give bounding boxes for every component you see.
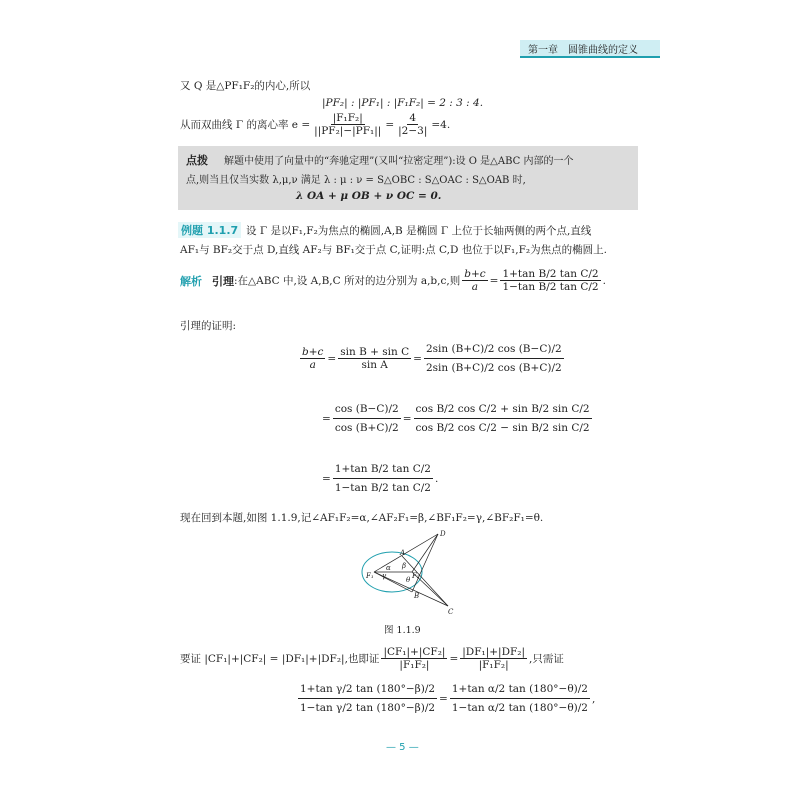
proof-intro: 引理的证明: — [180, 320, 237, 332]
need-frac-1 — [381, 646, 447, 671]
label-gamma: γ — [382, 572, 387, 580]
ecc-frac-1-num: |F₁F₂| — [332, 112, 363, 124]
example-line-1: 设 Γ 是以F₁,F₂为焦点的椭圆,A,B 是椭圆 Γ 上位于长轴两侧的两个点,直线 — [246, 225, 592, 237]
lemma-frac-2 — [500, 268, 600, 293]
lemma-frac-1 — [462, 268, 487, 293]
label-d: D — [440, 530, 446, 538]
label-f2: F₂ — [412, 572, 420, 580]
step1-lhs-den: a — [309, 359, 316, 371]
step4-den: cos B/2 cos C/2 − sin B/2 sin C/2 — [415, 422, 590, 434]
final-equation: $\frac{\text{1+tan γ/2 tan (180°−β)/2}}{\text{1−tan γ/2 tan (180°−β)/2}}$ = $\frac{\text{1+tan α/2 tan (180°−θ)/2}}{\text{1−tan α/2 tan (180°−θ)/2}}$ , — [296, 680, 595, 717]
tip-label: 点拨 — [186, 154, 208, 167]
ecc-frac-2 — [396, 112, 429, 137]
page-number: — 5 — — [386, 742, 419, 753]
figure-caption: 图 1.1.9 — [384, 625, 421, 636]
final-frac-r — [450, 680, 590, 717]
step2-den: 2sin (B+C)/2 cos (B+C)/2 — [425, 362, 562, 374]
step1-num: sin B + sin C — [340, 346, 410, 358]
eccentricity-line — [180, 112, 450, 137]
step3-den: cos (B+C)/2 — [334, 422, 399, 434]
need-frac-1-den: |F₁F₂| — [399, 659, 430, 671]
ecc-eq: = — [385, 118, 395, 131]
step1-frac — [338, 346, 411, 371]
proof-step-1: $\frac{b+c}{a}$ = $\frac{\text{sin B + sin C}}{\text{sin A}}$ = $\frac{2\sin (B+C)/2 \cos (B-C)/2}{2\sin (B+C)/2 \cos (B+C)/2}$ — [298, 340, 566, 377]
solution-label: 解析 — [180, 274, 202, 288]
line-f2-d — [412, 534, 438, 572]
label-b: B — [414, 592, 420, 600]
need-frac-2-den: |F₁F₂| — [478, 659, 509, 671]
need-frac-2 — [460, 646, 527, 671]
label-theta: θ — [406, 576, 411, 584]
ecc-frac-2-num: 4 — [409, 112, 417, 124]
chapter-header — [520, 40, 660, 58]
step2-num: 2sin (B+C)/2 cos (B−C)/2 — [424, 340, 564, 359]
example-line-2: AF₁与 BF₂交于点 D,直线 AF₂与 BF₁交于点 C,证明:点 C,D 也位于以F₁,F₂为焦点的椭圆上. — [180, 244, 607, 256]
step1-den: sin A — [361, 359, 388, 371]
tip-box — [178, 146, 638, 210]
ecc-frac-1 — [312, 112, 383, 137]
chapter-title: 第一章 圆锥曲线的定义 — [528, 45, 638, 56]
proof-step-3: = $\frac{\text{1+tan B/2 tan C/2}}{\text{1−tan B/2 tan C/2}}$ . — [322, 460, 438, 497]
lemma-frac-1-num: b+c — [464, 268, 486, 280]
ecc-prefix: 从而双曲线 Γ 的离心率 e = — [180, 119, 311, 131]
example-label: 例题 1.1.7 — [178, 222, 241, 238]
step4-num: cos B/2 cos C/2 + sin B/2 sin C/2 — [414, 400, 592, 419]
proof-step-2: = $\frac{\cos (B-C)/2}{\cos (B+C)/2}$ = $\frac{\text{cos B/2 cos C/2 + sin B/2 sin C/2}}{\text{cos B/2 cos C/2 − sin B/2 sin C/2}}$ — [322, 400, 594, 437]
label-a: A — [400, 549, 406, 557]
lemma-label: 引理 — [212, 274, 234, 288]
final-r-den: 1−tan α/2 tan (180°−θ)/2 — [451, 702, 588, 714]
lemma-row: 解析 引理 :在△ABC 中,设 A,B,C 所对的边分别为 a,b,c,则 $\frac{b+c}{a}$ = $\frac{\text{1+tan B/2 tan C/2}}{\text{1−tan B/2 tan C/2}}$ . — [180, 268, 606, 293]
back-text: 现在回到本题,如图 1.1.9,记∠AF₁F₂=α,∠AF₂F₁=β,∠BF₁F₂=γ,∠BF₂F₁=θ. — [180, 512, 544, 524]
need-prove-row: 要证 |CF₁|+|CF₂| = |DF₁|+|DF₂|,也即证 $\frac{\text{|CF₁|+|CF₂|}}{\text{|F₁F₂|}}$ = $\frac{\text{|DF₁|+|DF₂|}}{\text{|F₁F₂|}}$ ,只需证 — [180, 646, 564, 671]
step3-frac — [333, 400, 401, 437]
final-frac-l — [298, 680, 437, 717]
label-f1: F₁ — [366, 572, 374, 580]
lemma-frac-2-num: 1+tan B/2 tan C/2 — [502, 268, 599, 280]
need-suffix: ,只需证 — [529, 653, 564, 665]
tip-line-1: 解题中使用了向量中的“奔驰定理”(又叫“拉密定理”):设 O 是△ABC 内部的一个 — [224, 156, 574, 167]
ecc-end: =4. — [431, 118, 451, 131]
lemma-text: :在△ABC 中,设 A,B,C 所对的边分别为 a,b,c,则 — [234, 275, 461, 287]
step5-den: 1−tan B/2 tan C/2 — [334, 482, 431, 494]
ecc-frac-2-den: |2−3| — [398, 125, 428, 137]
ratio-line: |PF₂| : |PF₁| : |F₁F₂| = 2 : 3 : 4. — [322, 97, 484, 109]
text-line-1: 又 Q 是△PF₁F₂的内心,所以 — [180, 80, 311, 92]
lemma-frac-2-den: 1−tan B/2 tan C/2 — [502, 281, 599, 293]
final-r-num: 1+tan α/2 tan (180°−θ)/2 — [450, 680, 590, 699]
step1-frac-lhs — [300, 346, 325, 371]
final-l-den: 1−tan γ/2 tan (180°−β)/2 — [300, 702, 436, 714]
figure-1-1-9 — [360, 528, 460, 616]
label-beta: β — [402, 562, 407, 570]
need-frac-1-num: |CF₁|+|CF₂| — [383, 646, 446, 658]
step5-frac — [333, 460, 433, 497]
label-alpha: α — [386, 564, 391, 572]
step1-lhs-num: b+c — [302, 346, 324, 358]
tip-line-2: 点,则当且仅当实数 λ,μ,ν 满足 λ : μ : ν = S△OBC : S△OAC : S△OAB 时, — [186, 175, 526, 186]
need-prefix: 要证 |CF₁|+|CF₂| = |DF₁|+|DF₂|,也即证 — [180, 653, 380, 665]
tip-line-3: λ OA + μ OB + ν OC = 0. — [296, 190, 442, 202]
step3-num: cos (B−C)/2 — [333, 400, 401, 419]
step2-frac — [424, 340, 564, 377]
lemma-frac-1-den: a — [471, 281, 479, 293]
step5-num: 1+tan B/2 tan C/2 — [333, 460, 433, 479]
final-l-num: 1+tan γ/2 tan (180°−β)/2 — [298, 680, 437, 699]
step4-frac — [414, 400, 592, 437]
line-b-d — [412, 534, 438, 592]
label-c: C — [448, 608, 454, 616]
need-frac-2-num: |DF₁|+|DF₂| — [462, 646, 526, 658]
ecc-frac-1-den: ||PF₂|−|PF₁|| — [314, 125, 382, 137]
